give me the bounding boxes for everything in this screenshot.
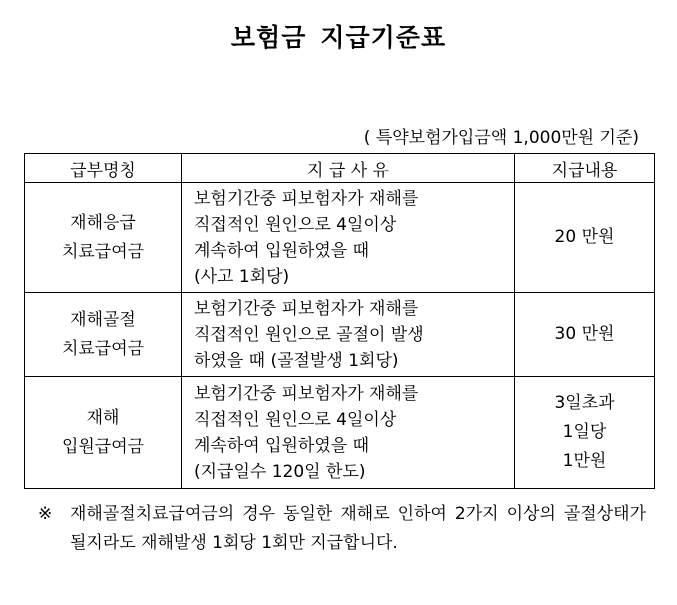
payment-content-cell (515, 377, 655, 489)
table-row (25, 293, 655, 377)
payment-content-line: 1일당 (562, 422, 607, 442)
payment-reason-line: 계속하여 입원하였을 때 (194, 435, 370, 456)
payment-reason-line: 보험기간중 피보험자가 재해를 (194, 188, 419, 209)
payment-reason-line: 직접적인 원인으로 골절이 발생 (194, 324, 424, 345)
benefit-table (24, 153, 655, 489)
payment-reason-cell (182, 293, 515, 377)
header-name: 급부명칭 (25, 154, 182, 183)
payment-reason-line: 직접적인 원인으로 4일이상 (194, 409, 397, 430)
table-row (25, 377, 655, 489)
payment-reason-line: 직접적인 원인으로 4일이상 (194, 214, 397, 235)
payment-reason-line: (사고 1회당) (194, 266, 290, 287)
benefit-name-line: 재해 (86, 407, 120, 428)
payment-content-line: 1만원 (562, 451, 607, 471)
payment-reason-line: 하였을 때 (골절발생 1회당) (194, 350, 399, 371)
payment-reason-cell (182, 377, 515, 489)
header-row (25, 154, 655, 183)
title-part-2: 지급기준표 (320, 23, 447, 52)
payment-reason-line: 보험기간중 피보험자가 재해를 (194, 298, 419, 319)
header-reason: 지 급 사 유 (182, 154, 515, 183)
payment-content-line: 30 만원 (554, 324, 615, 344)
title-part-1: 보험금 (230, 23, 307, 52)
table-row (25, 183, 655, 293)
benefit-name-cell (25, 183, 182, 293)
benefit-name-line: 치료급여금 (61, 338, 145, 359)
payment-content-cell (515, 183, 655, 293)
payment-reason-line: (지급일수 120일 한도) (194, 461, 366, 482)
page-title (0, 18, 677, 54)
benefit-name-line: 치료급여금 (61, 241, 145, 262)
footnote-text: 재해골절치료급여금의 경우 동일한 재해로 인하여 2가지 이상의 골절상태가 될지라도 재해발생 1회당 1회만 지급합니다. (70, 504, 646, 553)
benefit-name-cell (25, 293, 182, 377)
payment-reason-line: 계속하여 입원하였을 때 (194, 240, 370, 261)
benefit-name-line: 입원급여금 (61, 436, 145, 457)
footnote (38, 500, 646, 558)
reference-mark: ※ (38, 504, 53, 524)
basis-note: ( 특약보험가입금액 1,000만원 기준) (363, 128, 639, 148)
payment-reason-line: 보험기간중 피보험자가 재해를 (194, 383, 419, 404)
payment-reason-cell (182, 183, 515, 293)
benefit-name-line: 재해응급 (70, 212, 136, 233)
benefit-name-line: 재해골절 (70, 309, 136, 330)
table-body (25, 183, 655, 489)
payment-content-cell (515, 293, 655, 377)
payment-content-line: 20 만원 (554, 227, 615, 247)
payment-content-line: 3일초과 (554, 393, 615, 413)
benefit-name-cell (25, 377, 182, 489)
header-content: 지급내용 (515, 154, 655, 183)
